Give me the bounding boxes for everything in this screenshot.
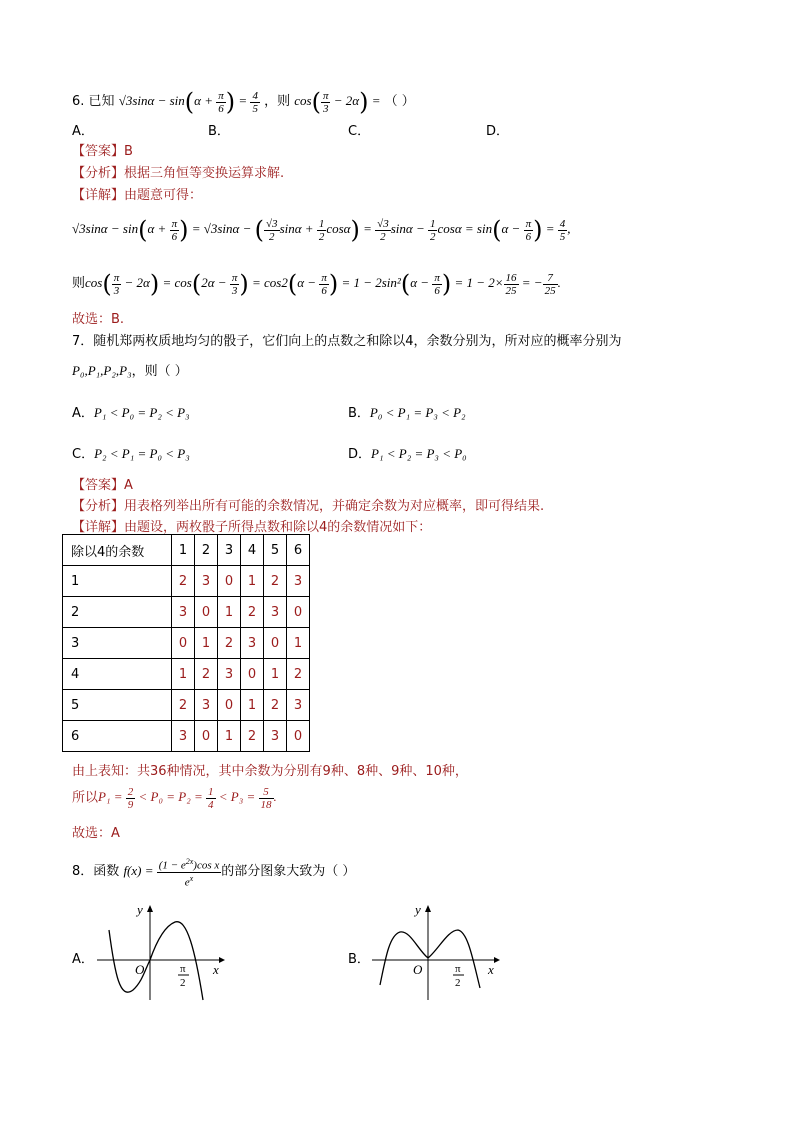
table-header-row	[63, 535, 310, 566]
q7-conclusion: 故选：A	[72, 826, 120, 841]
q7-detail-label: 【详解】	[72, 520, 125, 535]
q7-summary: 由上表知：共36种情况，其中余数为分别有9种、8种、9种、10种，	[72, 764, 468, 779]
q7-answer-value: A	[124, 478, 133, 493]
q7-option-d-label: D．	[348, 447, 372, 462]
table-row-header: 5	[63, 690, 172, 721]
q6-answer	[72, 140, 133, 159]
q6-derivation-line1: √3sinα − sin(α + $\frac{\pi}{6}$ ) = √3sinα − ( $\frac{√3}{2}$ sinα + $\frac{1}{2}$ cosα) = $\frac{√3}{2}$ sinα − $\frac{1}{2}$ cosα = sin(α − $\frac{\pi}{6}$ ) = $\frac{4}{5}$ ,	[72, 216, 571, 244]
q8-stem-prefix: 函数	[93, 864, 120, 880]
q6-stem-expr: √3sinα − sin(α + $\frac{\pi}{6}$ ) = $\frac{4}{5}$	[118, 88, 258, 116]
table-row	[63, 628, 310, 659]
table-cell: 3	[264, 597, 287, 628]
q6-stem	[72, 88, 415, 116]
q6-derivation-line2: 则cos( $\frac{\pi}{3}$ − 2α) = cos(2α − $\frac{\pi}{3}$ ) = cos2(α − $\frac{\pi}{6}$ ) = 1 − 2sin²(α − $\frac{\pi}{6}$ ) = 1 − 2× $\frac{16}{25}$ = − $\frac{7}{25}$ .	[72, 270, 561, 298]
table-header-cell: 1	[172, 535, 195, 566]
tick-numerator: π	[180, 963, 186, 975]
q7-number: 7．	[72, 334, 94, 349]
table-cell: 3	[172, 597, 195, 628]
q7-stem-line1	[72, 330, 622, 349]
q7-option-c-label: C．	[72, 447, 95, 462]
q7-stem-text: 随机郑两枚质地均匀的骰子，它们向上的点数之和除以4，余数分别为，所对应的概率分别为	[93, 334, 622, 349]
q6-analysis-label: 【分析】	[72, 166, 125, 181]
q8-stem-suffix: 的部分图象大致为（ ）	[221, 864, 356, 880]
q6-option-c[interactable]: C．	[348, 124, 371, 139]
q6-option-a[interactable]: A．	[72, 124, 94, 139]
q7-analysis-text: 用表格列举出所有可能的余数情况，并确定余数为对应概率，即可得结果.	[124, 499, 545, 514]
table-cell: 2	[218, 628, 241, 659]
table-cell: 1	[264, 659, 287, 690]
table-row-header: 2	[63, 597, 172, 628]
table-cell: 2	[264, 566, 287, 597]
table-header-cell: 5	[264, 535, 287, 566]
table-cell: 0	[287, 597, 310, 628]
table-row	[63, 721, 310, 752]
table-cell: 1	[287, 628, 310, 659]
table-header-cell: 6	[287, 535, 310, 566]
table-cell: 0	[172, 628, 195, 659]
curve-a	[109, 922, 203, 1000]
origin-label: O	[413, 962, 423, 977]
table-cell: 1	[241, 566, 264, 597]
table-cell: 1	[172, 659, 195, 690]
q8-number: 8．	[72, 864, 94, 880]
table-cell: 0	[264, 628, 287, 659]
q6-answer-label: 【答案】	[72, 144, 125, 159]
q7-answer-label: 【答案】	[72, 478, 125, 493]
table-cell: 0	[287, 721, 310, 752]
q7-detail	[72, 516, 431, 535]
y-label: y	[137, 902, 143, 917]
table-header-cell: 4	[241, 535, 264, 566]
q6-number: 6.	[72, 93, 85, 109]
q7-option-a[interactable]	[72, 402, 190, 421]
table-cell: 3	[264, 721, 287, 752]
table-cell: 1	[218, 597, 241, 628]
table-cell: 2	[172, 690, 195, 721]
x-axis-arrow-icon	[219, 957, 225, 963]
table-row	[63, 659, 310, 690]
q7-option-b[interactable]	[348, 402, 466, 421]
q7-answer	[72, 474, 133, 493]
table-cell: 3	[172, 721, 195, 752]
table-row-header: 1	[63, 566, 172, 597]
table-row-header: 4	[63, 659, 172, 690]
q6-analysis-text: 根据三角恒等变换运算求解.	[124, 166, 285, 181]
table-cell: 2	[264, 690, 287, 721]
q7-option-d-expr: P₁ < P₂ = P₃ < P₀	[371, 446, 467, 461]
table-cell: 1	[218, 721, 241, 752]
table-row-header: 6	[63, 721, 172, 752]
q6-conclusion: 故选：B.	[72, 312, 125, 327]
q8-graph-a[interactable]	[95, 900, 230, 1004]
table-cell: 3	[287, 566, 310, 597]
table-row	[63, 690, 310, 721]
q8-stem	[72, 856, 355, 888]
q6-stem-target: cos( $\frac{\pi}{3}$ − 2α) =	[294, 88, 381, 116]
table-cell: 2	[241, 597, 264, 628]
tick-numerator: π	[455, 963, 461, 975]
table-header-cell: 3	[218, 535, 241, 566]
table-cell: 3	[195, 690, 218, 721]
table-cell: 3	[218, 659, 241, 690]
tick-denominator: 2	[455, 977, 461, 989]
table-cell: 2	[172, 566, 195, 597]
q7-option-a-expr: P₁ < P₀ = P₂ < P₃	[93, 405, 190, 420]
q6-answer-value: B	[124, 144, 133, 159]
q7-analysis	[72, 495, 544, 514]
x-label: x	[213, 962, 219, 977]
table-corner-cell: 除以4的余数	[63, 535, 172, 566]
x-axis-arrow-icon	[494, 957, 500, 963]
q6-stem-prefix: 已知	[88, 93, 115, 109]
q6-stem-mid: ，则	[264, 93, 291, 109]
table-cell: 0	[241, 659, 264, 690]
table-cell: 3	[195, 566, 218, 597]
q7-result: 所以P₁ = $\frac{2}{9}$ < P₀ = P₂ = $\frac{1}{4}$ < P₃ = $\frac{5}{18}$ .	[72, 786, 277, 811]
q7-stem-suffix: ，则（ ）	[131, 364, 188, 379]
q6-detail-label: 【详解】	[72, 188, 125, 203]
q7-option-c[interactable]	[72, 443, 190, 462]
q6-stem-suffix: （ ）	[384, 93, 415, 109]
q7-option-a-label: A．	[72, 406, 94, 421]
q7-option-c-expr: P₂ < P₁ = P₀ < P₃	[94, 446, 190, 461]
table-cell: 2	[195, 659, 218, 690]
tick-denominator: 2	[180, 977, 186, 989]
q8-stem-expr: f(x) = $\frac{(1 - e^{2x})\cos x}{e^x}$	[123, 857, 220, 889]
q7-option-b-label: B．	[348, 406, 370, 421]
table-cell: 2	[241, 721, 264, 752]
table-cell: 3	[241, 628, 264, 659]
q8-graph-b[interactable]	[370, 900, 505, 1004]
table-row-header: 3	[63, 628, 172, 659]
curve-b	[380, 930, 480, 988]
q7-stem-line2	[72, 360, 188, 379]
table-cell: 0	[195, 597, 218, 628]
y-axis-arrow-icon	[147, 905, 153, 912]
y-axis-arrow-icon	[425, 905, 431, 912]
y-label: y	[415, 902, 421, 917]
table-row	[63, 566, 310, 597]
table-row	[63, 597, 310, 628]
table-cell: 0	[218, 690, 241, 721]
table-cell: 3	[287, 690, 310, 721]
origin-label: O	[135, 962, 145, 977]
table-cell: 2	[287, 659, 310, 690]
q6-detail-text: 由题意可得：	[124, 188, 203, 203]
q7-analysis-label: 【分析】	[72, 499, 125, 514]
table-cell: 0	[195, 721, 218, 752]
x-label: x	[488, 962, 494, 977]
q7-detail-text: 由题设，两枚骰子所得点数和除以4的余数情况如下：	[124, 520, 432, 535]
q6-option-d[interactable]: D．	[486, 124, 510, 139]
table-cell: 1	[195, 628, 218, 659]
q6-analysis	[72, 162, 284, 181]
q7-stem-vars: P₀,P₁,P₂,P₃	[72, 363, 132, 378]
q7-option-d[interactable]	[348, 443, 467, 462]
table-cell: 0	[218, 566, 241, 597]
q6-option-b[interactable]: B．	[208, 124, 230, 139]
q6-detail	[72, 184, 202, 203]
table-header-cell: 2	[195, 535, 218, 566]
q7-option-b-expr: P₀ < P₁ = P₃ < P₂	[369, 405, 466, 420]
q8-option-a-label[interactable]: A．	[72, 952, 94, 967]
remainder-table	[62, 534, 310, 752]
q8-option-b-label[interactable]: B．	[348, 952, 370, 967]
table-cell: 1	[241, 690, 264, 721]
